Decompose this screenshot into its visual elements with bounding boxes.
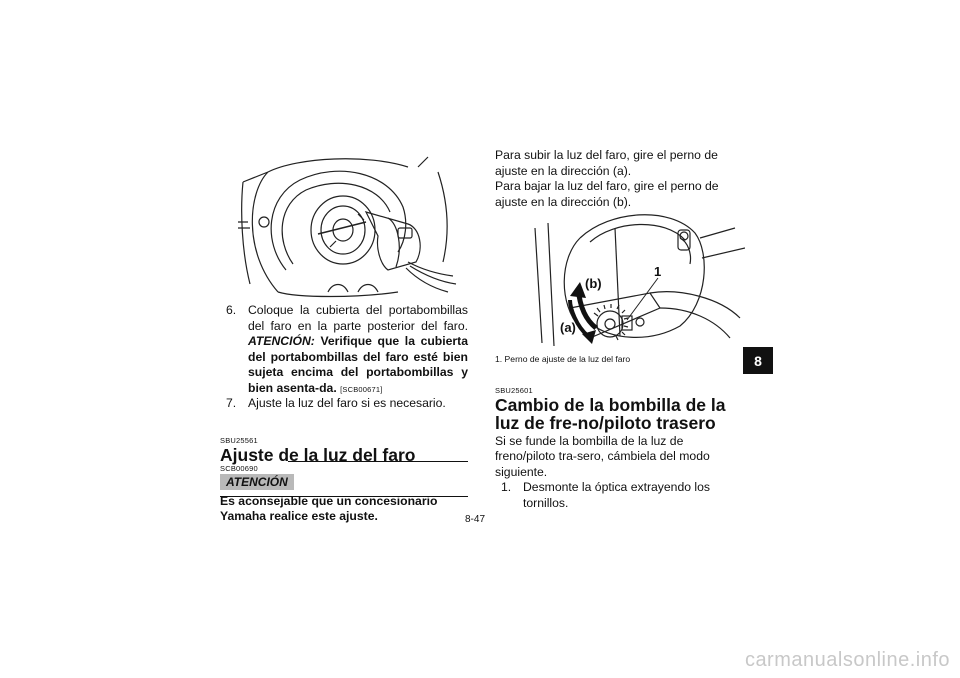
warning-code: SCB00690 — [220, 463, 258, 473]
step-6 — [220, 303, 468, 396]
caution-text: Verifique que la cubierta del portabombillas del faro esté bien sujeta encima del portabombillas y bien asenta-da. — [248, 334, 468, 395]
label-1: 1 — [654, 264, 662, 279]
caution-label: ATENCIÓN: — [248, 334, 315, 348]
page-number: 8-47 — [465, 514, 486, 525]
chapter-tab: 8 — [743, 347, 773, 374]
section-title: Ajuste de la luz del faro — [220, 444, 416, 465]
step-1 — [495, 480, 743, 511]
left-column — [220, 303, 468, 525]
warning-header — [220, 474, 468, 492]
warning-badge: ATENCIÓN — [220, 474, 294, 490]
label-a: (a) — [560, 320, 576, 335]
warning-bottom-rule — [220, 496, 468, 497]
step-6-text: Coloque la cubierta del portabombillas del faro en la parte posterior del faro. — [248, 303, 468, 333]
step-7 — [220, 396, 468, 412]
step-number: 7. — [226, 396, 237, 410]
step-1-text: Desmonte la óptica extrayendo los tornillos. — [523, 480, 710, 510]
lower-instruction: Para bajar la luz del faro, gire el perno de ajuste en la dirección (b). — [495, 179, 719, 209]
raise-instruction: Para subir la luz del faro, gire el perno de ajuste en la dirección (a). — [495, 148, 718, 178]
step-number: 6. — [226, 303, 237, 317]
reference-code: [SCB00671] — [340, 384, 383, 394]
warning-text: Es aconsejable que un concesionario Yamaha realice este ajuste. — [220, 493, 438, 523]
step-7-text: Ajuste la luz del faro si es necesario. — [248, 396, 446, 410]
watermark: carmanualsonline.info — [744, 649, 950, 671]
step-text — [248, 303, 468, 396]
right-intro — [495, 148, 745, 210]
figure-caption: 1. Perno de ajuste de la luz del faro — [495, 354, 631, 364]
section-intro: Si se funde la bombilla de la luz de freno/piloto tra-sero, cámbiela del modo siguiente. — [495, 433, 710, 479]
label-b: (b) — [585, 276, 602, 291]
step-number: 1. — [501, 480, 512, 494]
adjusting-bolt-illustration — [530, 208, 745, 348]
section-code: SBU25561 — [220, 435, 258, 445]
bulb-holder-cover-illustration — [238, 152, 468, 300]
section-code: SBU25601 — [495, 385, 533, 395]
right-column — [495, 352, 743, 511]
section-title: Cambio de la bombilla de la luz de fre-no/piloto trasero — [495, 394, 726, 433]
warning-top-rule — [288, 461, 468, 462]
